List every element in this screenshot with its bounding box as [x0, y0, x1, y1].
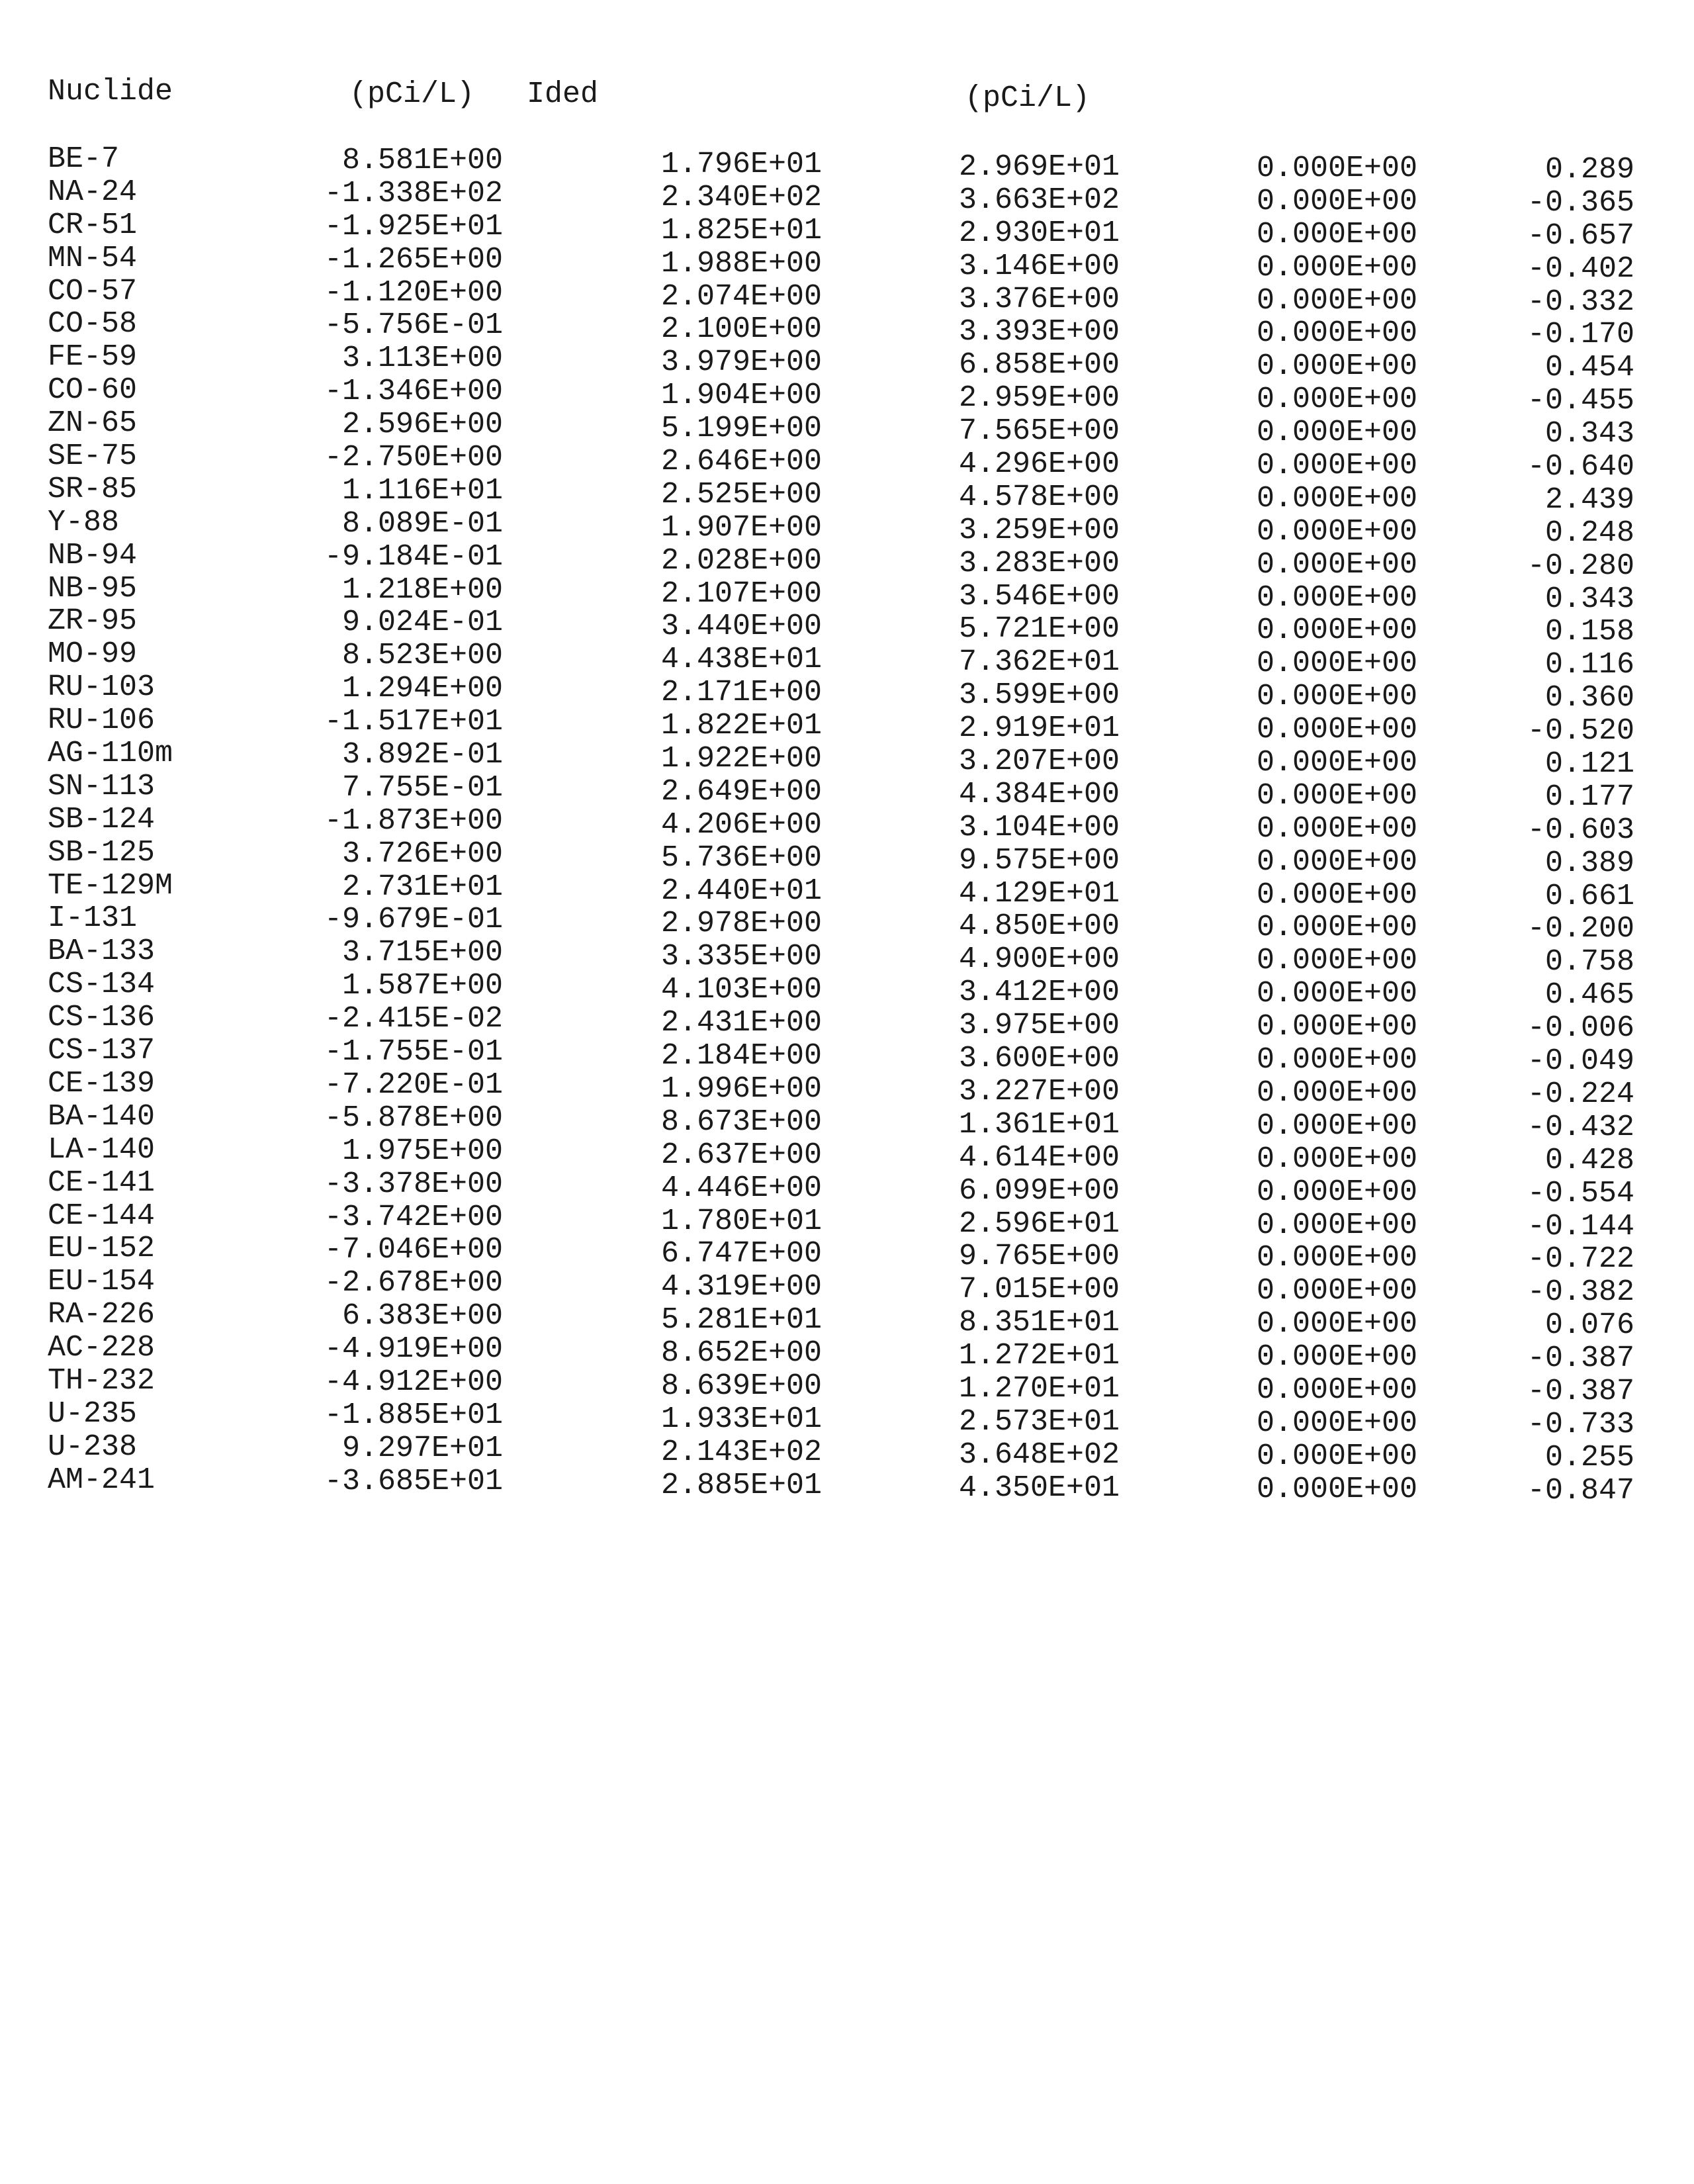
value-cell-5: 0.465	[1544, 978, 1634, 1013]
value-cell-4: 0.000E+00	[1256, 680, 1417, 714]
value-cell-5: 0.255	[1544, 1440, 1634, 1475]
value-cell-3: 4.296E+00	[958, 447, 1120, 482]
nuclide-cell: LA-140	[48, 1132, 156, 1167]
table-row	[0, 307, 1694, 352]
table-row	[0, 901, 1694, 946]
value-cell-3: 3.146E+00	[958, 249, 1120, 283]
value-cell-4: 0.000E+00	[1256, 316, 1417, 351]
value-cell-5: -0.387	[1527, 1342, 1634, 1376]
value-cell-2: 4.438E+01	[660, 643, 822, 677]
column-header-unit-1: (pCi/L)	[349, 77, 475, 111]
value-cell-5: -0.049	[1527, 1044, 1634, 1079]
nuclide-cell: BE-7	[48, 142, 120, 176]
value-cell-1: -1.517E+01	[324, 705, 503, 739]
value-cell-5: 0.177	[1544, 780, 1634, 814]
value-cell-2: 1.904E+00	[660, 379, 822, 413]
value-cell-4: 0.000E+00	[1256, 1142, 1417, 1176]
value-cell-3: 1.270E+01	[958, 1371, 1120, 1406]
value-cell-2: 5.736E+00	[660, 841, 822, 875]
value-cell-5: 2.439	[1544, 482, 1634, 517]
column-header-ided: Ided	[527, 77, 599, 111]
value-cell-4: 0.000E+00	[1256, 746, 1417, 780]
value-cell-1: 9.297E+01	[341, 1431, 503, 1465]
value-cell-2: 8.652E+00	[660, 1336, 822, 1371]
value-cell-2: 2.431E+00	[660, 1006, 822, 1040]
value-cell-1: 1.218E+00	[341, 572, 503, 607]
table-row	[0, 1363, 1694, 1408]
table-row	[0, 175, 1694, 220]
nuclide-cell: TE-129M	[48, 868, 173, 903]
value-cell-5: -0.382	[1527, 1275, 1634, 1310]
value-cell-2: 2.074E+00	[660, 279, 822, 314]
value-cell-2: 2.100E+00	[660, 312, 822, 347]
value-cell-2: 4.206E+00	[660, 807, 822, 842]
value-cell-5: 0.116	[1544, 648, 1634, 682]
value-cell-2: 8.639E+00	[660, 1369, 822, 1403]
value-cell-4: 0.000E+00	[1256, 713, 1417, 747]
value-cell-2: 4.446E+00	[660, 1171, 822, 1205]
value-cell-4: 0.000E+00	[1256, 1373, 1417, 1407]
value-cell-5: 0.661	[1544, 879, 1634, 913]
table-row	[0, 274, 1694, 319]
value-cell-5: -0.006	[1527, 1011, 1634, 1046]
table-row	[0, 1265, 1694, 1310]
value-cell-3: 3.227E+00	[958, 1074, 1120, 1109]
value-cell-3: 2.969E+01	[958, 150, 1120, 184]
value-cell-4: 0.000E+00	[1256, 1010, 1417, 1044]
value-cell-3: 3.599E+00	[958, 678, 1120, 713]
nuclide-cell: U-238	[48, 1430, 138, 1464]
value-cell-4: 0.000E+00	[1256, 1241, 1417, 1275]
value-cell-4: 0.000E+00	[1256, 878, 1417, 912]
value-cell-1: 1.294E+00	[341, 672, 503, 706]
value-cell-5: -0.170	[1527, 318, 1634, 352]
value-cell-2: 2.525E+00	[660, 477, 822, 512]
nuclide-cell: Y-88	[48, 505, 120, 539]
value-cell-2: 1.822E+01	[660, 709, 822, 743]
value-cell-5: -0.520	[1527, 714, 1634, 749]
value-cell-3: 3.104E+00	[958, 810, 1120, 844]
table-row	[0, 1099, 1694, 1144]
value-cell-2: 1.907E+00	[660, 510, 822, 545]
value-cell-3: 9.575E+00	[958, 843, 1120, 878]
value-cell-4: 0.000E+00	[1256, 811, 1417, 846]
value-cell-2: 2.184E+00	[660, 1039, 822, 1073]
value-cell-2: 2.649E+00	[660, 774, 822, 809]
value-cell-3: 8.351E+01	[958, 1306, 1120, 1340]
nuclide-cell: FE-59	[48, 340, 138, 375]
value-cell-2: 2.978E+00	[660, 907, 822, 941]
value-cell-3: 6.099E+00	[958, 1173, 1120, 1208]
table-row	[0, 373, 1694, 418]
nuclide-cell: NB-94	[48, 538, 138, 572]
table-row	[0, 505, 1694, 550]
table-row	[0, 208, 1694, 253]
value-cell-4: 0.000E+00	[1256, 844, 1417, 879]
value-cell-4: 0.000E+00	[1256, 547, 1417, 582]
value-cell-2: 4.319E+00	[660, 1270, 822, 1304]
table-row	[0, 340, 1694, 385]
nuclide-cell: ZR-95	[48, 604, 138, 639]
value-cell-3: 3.283E+00	[958, 546, 1120, 580]
value-cell-5: 0.343	[1544, 417, 1634, 451]
value-cell-1: -7.220E-01	[324, 1068, 503, 1102]
value-cell-1: -2.415E-02	[324, 1002, 503, 1036]
value-cell-5: -0.387	[1527, 1374, 1634, 1408]
value-cell-1: 1.116E+01	[341, 473, 503, 508]
value-cell-3: 4.614E+00	[958, 1140, 1120, 1175]
nuclide-cell: AM-241	[48, 1463, 156, 1497]
table-row	[0, 769, 1694, 814]
value-cell-3: 4.850E+00	[958, 909, 1120, 944]
value-cell-3: 1.361E+01	[958, 1107, 1120, 1142]
nuclide-cell: CE-144	[48, 1199, 156, 1233]
value-cell-3: 2.573E+01	[958, 1404, 1120, 1439]
value-cell-5: -0.722	[1527, 1242, 1634, 1277]
value-cell-3: 3.393E+00	[958, 315, 1120, 349]
value-cell-5: 0.389	[1544, 846, 1634, 880]
nuclide-cell: ZN-65	[48, 406, 138, 441]
value-cell-3: 1.272E+01	[958, 1339, 1120, 1373]
value-cell-5: -0.365	[1527, 185, 1634, 220]
value-cell-4: 0.000E+00	[1256, 383, 1417, 417]
value-cell-1: 3.726E+00	[341, 837, 503, 871]
value-cell-3: 2.919E+01	[958, 711, 1120, 746]
value-cell-1: 1.587E+00	[341, 969, 503, 1003]
table-row	[0, 1396, 1694, 1441]
nuclide-cell: BA-133	[48, 934, 156, 969]
column-header-unit-2: (pCi/L)	[965, 81, 1091, 115]
table-row	[0, 142, 1694, 187]
table-row	[0, 1001, 1694, 1046]
value-cell-3: 4.900E+00	[958, 942, 1120, 977]
value-cell-4: 0.000E+00	[1256, 349, 1417, 384]
value-cell-1: -1.346E+00	[324, 375, 503, 409]
value-cell-1: -1.755E-01	[324, 1035, 503, 1069]
nuclide-cell: SB-125	[48, 835, 156, 870]
value-cell-3: 3.663E+02	[958, 183, 1120, 217]
table-row	[0, 406, 1694, 451]
value-cell-4: 0.000E+00	[1256, 1439, 1417, 1473]
value-cell-2: 2.637E+00	[660, 1138, 822, 1172]
value-cell-4: 0.000E+00	[1256, 778, 1417, 813]
value-cell-4: 0.000E+00	[1256, 184, 1417, 218]
value-cell-4: 0.000E+00	[1256, 1075, 1417, 1110]
value-cell-3: 4.578E+00	[958, 480, 1120, 514]
table-row	[0, 1034, 1694, 1079]
table-row	[0, 604, 1694, 649]
value-cell-4: 0.000E+00	[1256, 944, 1417, 978]
table-row	[0, 472, 1694, 517]
nuclide-cell: CO-60	[48, 373, 138, 408]
value-cell-3: 7.015E+00	[958, 1273, 1120, 1307]
value-cell-1: 6.383E+00	[341, 1299, 503, 1334]
table-row	[0, 1232, 1694, 1277]
value-cell-3: 5.721E+00	[958, 612, 1120, 647]
value-cell-4: 0.000E+00	[1256, 416, 1417, 450]
value-cell-5: 0.454	[1544, 351, 1634, 385]
value-cell-1: 3.113E+00	[341, 341, 503, 376]
value-cell-2: 2.107E+00	[660, 576, 822, 611]
value-cell-1: -5.878E+00	[324, 1101, 503, 1135]
value-cell-1: -1.338E+02	[324, 176, 503, 210]
value-cell-3: 3.648E+02	[958, 1437, 1120, 1472]
value-cell-4: 0.000E+00	[1256, 614, 1417, 648]
table-row	[0, 1199, 1694, 1244]
value-cell-5: -0.280	[1527, 549, 1634, 583]
value-cell-5: -0.432	[1527, 1110, 1634, 1144]
value-cell-1: 9.024E-01	[341, 606, 503, 640]
table-row	[0, 934, 1694, 979]
value-cell-5: -0.640	[1527, 450, 1634, 484]
value-cell-4: 0.000E+00	[1256, 1109, 1417, 1143]
value-cell-1: -9.679E-01	[324, 903, 503, 937]
value-cell-3: 4.129E+01	[958, 876, 1120, 911]
value-cell-5: -0.332	[1527, 285, 1634, 319]
value-cell-1: -3.685E+01	[324, 1464, 503, 1498]
value-cell-5: -0.733	[1527, 1407, 1634, 1441]
value-cell-1: -1.873E+00	[324, 803, 503, 838]
value-cell-1: 7.755E-01	[341, 770, 503, 805]
nuclide-cell: CO-58	[48, 307, 138, 341]
value-cell-4: 0.000E+00	[1256, 1208, 1417, 1242]
value-cell-5: -0.455	[1527, 384, 1634, 418]
nuclide-cell: BA-140	[48, 1099, 156, 1134]
nuclide-cell: SR-85	[48, 472, 138, 506]
value-cell-5: -0.657	[1527, 218, 1634, 253]
value-cell-5: 0.289	[1544, 153, 1634, 187]
value-cell-3: 3.546E+00	[958, 579, 1120, 614]
value-cell-5: -0.402	[1527, 251, 1634, 286]
value-cell-4: 0.000E+00	[1256, 647, 1417, 681]
value-cell-5: 0.158	[1544, 615, 1634, 649]
table-row	[0, 737, 1694, 782]
value-cell-2: 2.028E+00	[660, 543, 822, 578]
value-cell-4: 0.000E+00	[1256, 1274, 1417, 1308]
column-header-nuclide: Nuclide	[48, 75, 173, 109]
nuclide-cell: MN-54	[48, 241, 138, 275]
table-row	[0, 670, 1694, 715]
nuclide-cell: AC-228	[48, 1331, 156, 1365]
value-cell-2: 1.933E+01	[660, 1402, 822, 1436]
value-cell-2: 3.335E+00	[660, 940, 822, 974]
value-cell-4: 0.000E+00	[1256, 514, 1417, 549]
table-row	[0, 1331, 1694, 1376]
value-cell-1: -2.750E+00	[324, 441, 503, 475]
value-cell-4: 0.000E+00	[1256, 152, 1417, 185]
nuclide-cell: CE-141	[48, 1165, 156, 1200]
value-cell-1: 8.089E-01	[341, 506, 503, 541]
value-cell-2: 1.780E+01	[660, 1204, 822, 1238]
nuclide-cell: NA-24	[48, 175, 138, 209]
nuclide-table	[0, 142, 1694, 1508]
value-cell-3: 2.959E+00	[958, 381, 1120, 416]
value-cell-4: 0.000E+00	[1256, 1472, 1417, 1506]
value-cell-4: 0.000E+00	[1256, 1175, 1417, 1209]
nuclide-cell: CO-57	[48, 274, 138, 308]
nuclide-cell: RU-106	[48, 704, 156, 738]
table-row	[0, 1463, 1694, 1508]
table-row	[0, 835, 1694, 880]
value-cell-2: 1.825E+01	[660, 213, 822, 248]
value-cell-1: -1.925E+01	[324, 209, 503, 244]
value-cell-5: -0.603	[1527, 813, 1634, 847]
nuclide-cell: RU-103	[48, 670, 156, 705]
value-cell-4: 0.000E+00	[1256, 1340, 1417, 1375]
value-cell-3: 9.765E+00	[958, 1240, 1120, 1274]
value-cell-1: 1.975E+00	[341, 1134, 503, 1168]
value-cell-2: 4.103E+00	[660, 973, 822, 1007]
value-cell-4: 0.000E+00	[1256, 1043, 1417, 1077]
value-cell-2: 3.979E+00	[660, 345, 822, 380]
table-row	[0, 637, 1694, 682]
value-cell-3: 3.600E+00	[958, 1042, 1120, 1076]
nuclide-cell: SN-113	[48, 769, 156, 803]
nuclide-cell: CE-139	[48, 1066, 156, 1101]
value-cell-2: 5.199E+00	[660, 412, 822, 446]
value-cell-5: -0.200	[1527, 912, 1634, 946]
nuclide-cell: CS-137	[48, 1034, 156, 1068]
nuclide-cell: NB-95	[48, 571, 138, 606]
value-cell-5: 0.121	[1544, 747, 1634, 782]
value-cell-3: 4.384E+00	[958, 777, 1120, 811]
value-cell-3: 3.376E+00	[958, 282, 1120, 316]
nuclide-cell: EU-152	[48, 1232, 156, 1266]
nuclide-cell: AG-110m	[48, 737, 173, 771]
value-cell-1: -4.912E+00	[324, 1365, 503, 1399]
table-row	[0, 868, 1694, 913]
value-cell-3: 4.350E+01	[958, 1471, 1120, 1505]
value-cell-3: 7.565E+00	[958, 414, 1120, 449]
table-row	[0, 802, 1694, 847]
nuclide-cell: EU-154	[48, 1265, 156, 1299]
nuclide-cell: I-131	[48, 901, 138, 936]
value-cell-5: 0.076	[1544, 1308, 1634, 1343]
value-cell-5: 0.343	[1544, 582, 1634, 616]
value-cell-2: 2.646E+00	[660, 445, 822, 479]
value-cell-2: 2.340E+02	[660, 180, 822, 214]
nuclide-cell: CS-134	[48, 968, 156, 1002]
value-cell-1: -3.742E+00	[324, 1200, 503, 1234]
value-cell-4: 0.000E+00	[1256, 580, 1417, 615]
value-cell-3: 3.259E+00	[958, 513, 1120, 547]
value-cell-5: 0.248	[1544, 516, 1634, 550]
value-cell-2: 1.796E+01	[660, 148, 822, 181]
table-row	[0, 1430, 1694, 1475]
nuclide-cell: SB-124	[48, 802, 156, 837]
value-cell-5: 0.428	[1544, 1143, 1634, 1177]
value-cell-1: -1.885E+01	[324, 1398, 503, 1432]
value-cell-3: 3.207E+00	[958, 745, 1120, 779]
value-cell-5: -0.554	[1527, 1176, 1634, 1210]
value-cell-1: -2.678E+00	[324, 1266, 503, 1300]
value-cell-2: 8.673E+00	[660, 1105, 822, 1139]
table-row	[0, 538, 1694, 583]
value-cell-1: 3.892E-01	[341, 738, 503, 772]
value-cell-5: -0.224	[1527, 1077, 1634, 1111]
value-cell-3: 7.362E+01	[958, 645, 1120, 680]
value-cell-3: 2.930E+01	[958, 216, 1120, 250]
table-row	[0, 1132, 1694, 1177]
value-cell-4: 0.000E+00	[1256, 481, 1417, 516]
value-cell-4: 0.000E+00	[1256, 1406, 1417, 1440]
value-cell-2: 6.747E+00	[660, 1237, 822, 1271]
value-cell-2: 2.440E+01	[660, 874, 822, 908]
nuclide-cell: SE-75	[48, 439, 138, 474]
value-cell-2: 5.281E+01	[660, 1303, 822, 1338]
value-cell-1: -1.120E+00	[324, 275, 503, 310]
value-cell-1: -7.046E+00	[324, 1233, 503, 1267]
nuclide-cell: MO-99	[48, 637, 138, 672]
value-cell-1: -9.184E-01	[324, 539, 503, 574]
table-row	[0, 1298, 1694, 1343]
nuclide-cell: U-235	[48, 1396, 138, 1431]
value-cell-1: -4.919E+00	[324, 1332, 503, 1367]
value-cell-5: -0.847	[1527, 1473, 1634, 1508]
value-cell-2: 1.988E+00	[660, 246, 822, 281]
table-row	[0, 1165, 1694, 1210]
nuclide-cell: CR-51	[48, 208, 138, 242]
value-cell-4: 0.000E+00	[1256, 911, 1417, 945]
value-cell-1: 2.596E+00	[341, 408, 503, 442]
value-cell-3: 3.975E+00	[958, 1009, 1120, 1043]
table-row	[0, 439, 1694, 484]
value-cell-4: 0.000E+00	[1256, 1307, 1417, 1342]
value-cell-2: 3.440E+00	[660, 610, 822, 644]
value-cell-1: 8.581E+00	[341, 144, 503, 177]
value-cell-4: 0.000E+00	[1256, 977, 1417, 1011]
nuclide-cell: TH-232	[48, 1363, 156, 1398]
value-cell-1: 8.523E+00	[341, 639, 503, 673]
value-cell-3: 6.858E+00	[958, 348, 1120, 383]
value-cell-1: 2.731E+01	[341, 870, 503, 904]
nuclide-cell: RA-226	[48, 1298, 156, 1332]
table-row	[0, 968, 1694, 1013]
value-cell-3: 2.596E+01	[958, 1206, 1120, 1241]
value-cell-2: 1.922E+00	[660, 742, 822, 776]
nuclide-cell: CS-136	[48, 1001, 156, 1035]
value-cell-1: 3.715E+00	[341, 936, 503, 970]
table-row	[0, 1066, 1694, 1111]
value-cell-4: 0.000E+00	[1256, 283, 1417, 318]
value-cell-4: 0.000E+00	[1256, 449, 1417, 483]
value-cell-2: 2.171E+00	[660, 676, 822, 710]
value-cell-1: -1.265E+00	[324, 242, 503, 277]
table-row	[0, 241, 1694, 286]
value-cell-5: 0.758	[1544, 945, 1634, 979]
value-cell-4: 0.000E+00	[1256, 250, 1417, 285]
value-cell-2: 2.143E+02	[660, 1435, 822, 1469]
table-row	[0, 571, 1694, 616]
table-row	[0, 704, 1694, 749]
value-cell-2: 1.996E+00	[660, 1071, 822, 1106]
value-cell-4: 0.000E+00	[1256, 217, 1417, 251]
value-cell-2: 2.885E+01	[660, 1468, 822, 1502]
value-cell-1: -3.378E+00	[324, 1167, 503, 1201]
value-cell-5: 0.360	[1544, 681, 1634, 715]
value-cell-5: -0.144	[1527, 1209, 1634, 1244]
value-cell-3: 3.412E+00	[958, 976, 1120, 1010]
value-cell-1: -5.756E-01	[324, 308, 503, 343]
